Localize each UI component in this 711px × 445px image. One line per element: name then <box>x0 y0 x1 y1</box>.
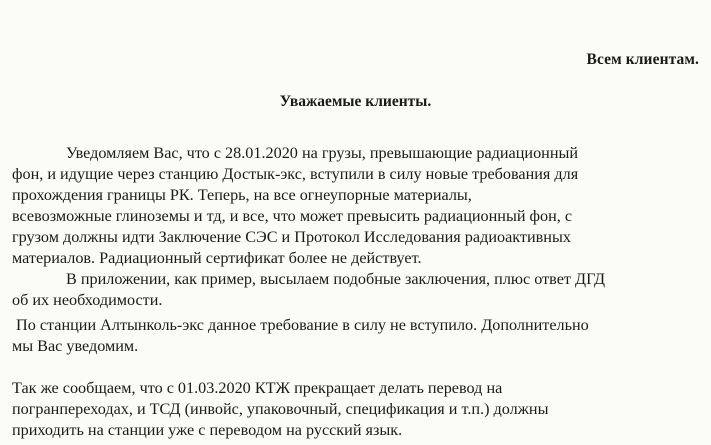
body-line: Так же сообщаем, что с 01.03.2020 КТЖ прекращает делать перевод на <box>12 379 503 397</box>
body-line: погранпереходах, и ТСД (инвойс, упаковочный, спецификация и т.п.) должны <box>12 400 549 418</box>
body-line: Уведомляем Вас, что с 28.01.2020 на грузы, превышающие радиационный <box>66 144 579 162</box>
body-line: В приложении, как пример, высылаем подобные заключения, плюс ответ ДГД <box>66 270 606 288</box>
body-line: всевозможные глиноземы и тд, и все, что может превысить радиационный фон, с <box>12 207 573 225</box>
body-line: фон, и идущие через станцию Достык-экс, вступили в силу новые требования для <box>12 165 579 183</box>
body-line: об их необходимости. <box>12 291 163 309</box>
body-line: мы Вас уведомим. <box>12 337 139 355</box>
body-line: По станции Алтынколь-экс данное требование в силу не вступило. Дополнительно <box>16 316 589 334</box>
letter-heading: Уважаемые клиенты. <box>279 93 432 110</box>
body-line: приходить на станции уже с переводом на русский язык. <box>12 421 403 439</box>
body-line: грузом должны идти Заключение СЭС и Протокол Исследования радиоактивных <box>12 228 571 246</box>
addressee: Всем клиентам. <box>586 51 699 68</box>
body-line: прохождения границы РК. Теперь, на все огнеупорные материалы, <box>12 186 472 204</box>
body-line: материалов. Радиационный сертификат более не действует. <box>12 249 422 267</box>
